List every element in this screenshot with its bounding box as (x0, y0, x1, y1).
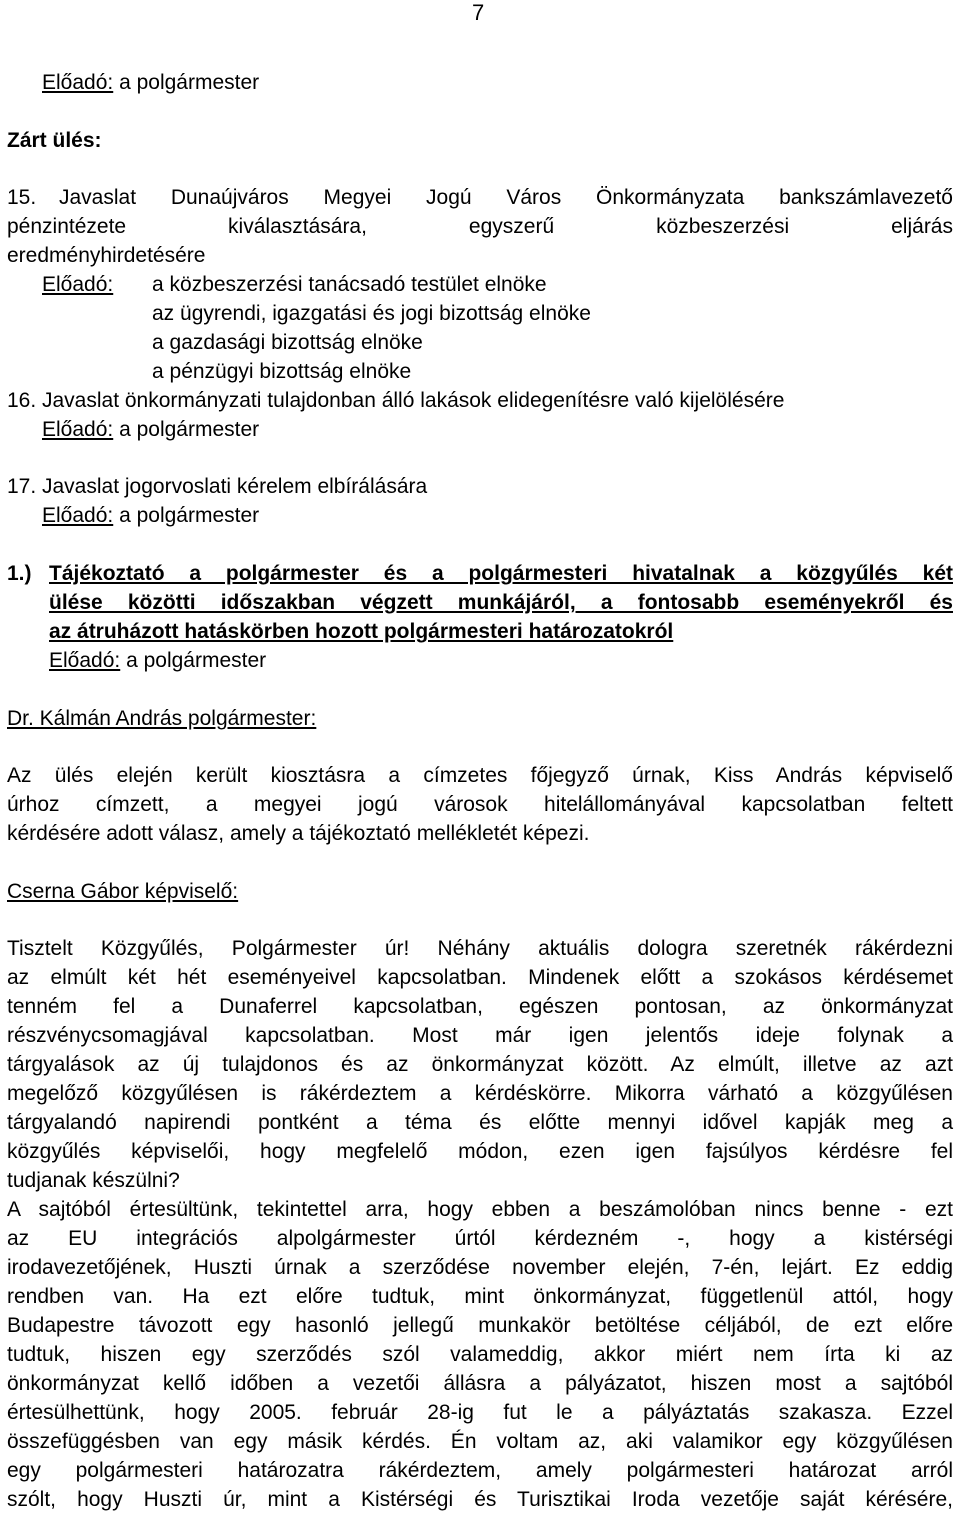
speech-line: közgyűlés képviselői, hogy megfelelő módon, ezen igen fajsúlyos kérdésre fel (7, 1140, 953, 1163)
speech-line: egy polgármesteri határozatra rákérdeztem, amely polgármesteri határozat arról (7, 1459, 953, 1482)
top-presenter-line (42, 68, 259, 97)
speech-2-text (7, 934, 953, 1514)
speech-line: összefüggésben van egy másik kérdés. Én voltam az, aki valamikor egy közgyűlésen (7, 1430, 953, 1453)
speech-1-text (7, 761, 953, 848)
speech-line: rendben van. Ha ezt előre tudtuk, mint önkormányzat, függetlenül attól, hogy (7, 1285, 953, 1308)
item-15-title-line3: eredményhirdetésére (7, 244, 206, 267)
presenter-label: Előadó: (42, 273, 114, 296)
speech-line: A sajtóból értesültünk, tekintettel arra, hogy ebben a beszámolóban nincs benne - ezt (7, 1198, 953, 1221)
speech-line: szólt, hogy Huszti úr, mint a Kistérségi és Turisztikai Iroda vezetője saját kérésére, (7, 1488, 953, 1511)
speaker-name: Cserna Gábor képviselő: (7, 880, 239, 903)
item-1-presenter (49, 646, 266, 675)
presenter-label: Előadó: (49, 649, 121, 672)
item-15-presenter-label (42, 270, 113, 299)
presenter-value: a polgármester (113, 71, 260, 94)
speech-line: tárgyalandó napirendi pontként a téma és előtte mennyi idővel kapják meg a (7, 1111, 953, 1134)
speech-line: az elmúlt két hét eseményeivel kapcsolatban. Mindenek előtt a szokásos kérdésemet (7, 966, 953, 989)
presenter-value: a polgármester (120, 649, 267, 672)
speech-line: Tisztelt Közgyűlés, Polgármester úr! Néhány aktuális dologra szeretnék rákérdezni (7, 937, 953, 960)
item-15-title-line1: Javaslat Dunaújváros Megyei Jogú Város Önkormányzata bankszámlavezető (59, 186, 953, 209)
item-17-presenter (42, 501, 259, 530)
speech-line: tenném fel a Dunaferrel kapcsolatban, egészen pontosan, az önkormányzat (7, 995, 953, 1018)
page-number: 7 (472, 0, 485, 25)
presenter-label: Előadó: (42, 71, 114, 94)
speech-line: irodavezetőjének, Huszti úrnak a szerződése november elején, 7-én, lejárt. Ez eddig (7, 1256, 953, 1279)
speech-line: részvénycsomagjával kapcsolatban. Most már igen jelentős ideje folynak a (7, 1024, 953, 1047)
speech-line: értesülhettünk, hogy 2005. február 28-ig fut le a pályáztatás szakasza. Ezzel (7, 1401, 953, 1424)
item-15-title-line2: pénzintézete kiválasztására, egyszerű közbeszerzési eljárás (7, 215, 953, 238)
speech-line: Az ülés elején került kiosztásra a címzetes főjegyző úrnak, Kiss András képviselő (7, 764, 953, 787)
speech-line: úrhoz címzett, a megyei jogú városok hitelállományával kapcsolatban feltett (7, 793, 953, 816)
speech-line: Budapestre távozott egy hasonló jellegű munkakör betöltése céljából, de ezt előre (7, 1314, 953, 1337)
item-16-presenter (42, 415, 259, 444)
item-1-title-line3: az átruházott hatáskörben hozott polgármesteri határozatokról (49, 620, 674, 643)
presenter-line: a pénzügyi bizottság elnöke (152, 360, 412, 383)
item-16-number: 16. (7, 389, 37, 412)
item-15-number: 15. (7, 186, 37, 209)
item-1-title-line1: Tájékoztató a polgármester és a polgármesteri hivatalnak a közgyűlés két (49, 562, 953, 585)
presenter-label: Előadó: (42, 504, 114, 527)
presenter-line: a közbeszerzési tanácsadó testület elnöke (152, 273, 547, 296)
speech-line: önkormányzat kellő időben a vezetői állásra a pályázatot, hiszen most a sajtóból (7, 1372, 953, 1395)
speech-line: tudjanak készülni? (7, 1169, 180, 1192)
item-17-title: Javaslat jogorvoslati kérelem elbírálására (42, 475, 428, 498)
speech-line: megelőző közgyűlésen is rákérdeztem a kérdéskörre. Mikorra várható a közgyűlésen (7, 1082, 953, 1105)
presenter-value: a polgármester (113, 418, 260, 441)
item-1-number: 1.) (7, 562, 32, 585)
item-15-presenters (152, 270, 591, 386)
speech-line: tárgyalások az új tulajdonos és az önkormányzat között. Az elmúlt, illetve az azt (7, 1053, 953, 1076)
presenter-line: a gazdasági bizottság elnöke (152, 331, 423, 354)
presenter-line: az ügyrendi, igazgatási és jogi bizottság elnöke (152, 302, 591, 325)
presenter-value: a polgármester (113, 504, 260, 527)
speaker-name: Dr. Kálmán András polgármester: (7, 707, 317, 730)
presenter-label: Előadó: (42, 418, 114, 441)
speech-line: az EU integrációs alpolgármester úrtól kérdezném -, hogy a kistérségi (7, 1227, 953, 1250)
item-16-title: Javaslat önkormányzati tulajdonban álló lakások elidegenítésre való kijelölésére (42, 389, 785, 412)
speech-line: kérdésére adott válasz, amely a tájékoztató mellékletét képezi. (7, 822, 590, 845)
item-17-number: 17. (7, 475, 37, 498)
closed-session-heading: Zárt ülés: (7, 129, 102, 152)
speech-line: tudtuk, hiszen egy szerződés szól valameddig, akkor miért nem írta ki az (7, 1343, 953, 1366)
item-1-title-line2: ülése közötti időszakban végzett munkájáról, a fontosabb eseményekről és (49, 591, 953, 614)
